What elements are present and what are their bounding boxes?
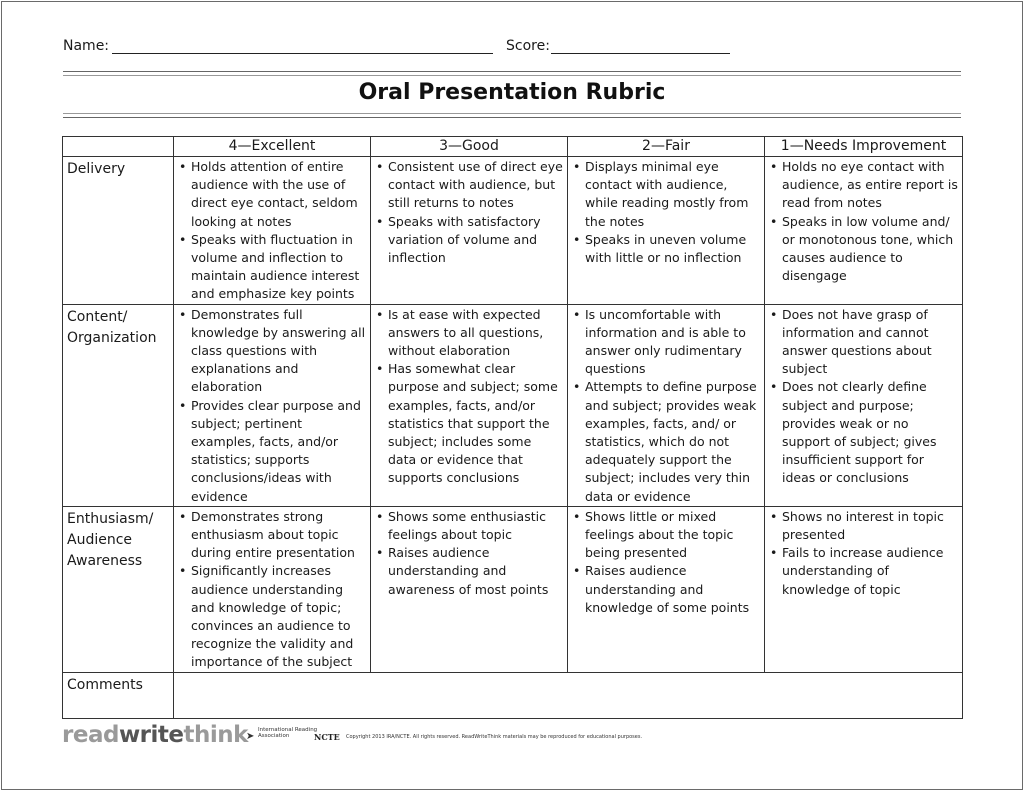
criteria-cell bbox=[765, 506, 963, 672]
criteria-item bbox=[769, 378, 958, 487]
score-field-line[interactable] bbox=[551, 53, 730, 54]
criteria-item bbox=[178, 158, 366, 231]
criteria-cell bbox=[371, 157, 568, 305]
criteria-text: Does not clearly define subject and purpose; provides weak or no support of subject; gives insufficient support for ideas or conclusions bbox=[782, 379, 937, 486]
criteria-item bbox=[769, 158, 958, 213]
criteria-text: Speaks in uneven volume with little or no inflection bbox=[585, 231, 747, 266]
page-title: Oral Presentation Rubric bbox=[358, 80, 666, 105]
footer bbox=[62, 722, 962, 750]
readwritethink-logo: readwritethink bbox=[62, 722, 248, 748]
criteria-text: Provides clear purpose and subject; pertinent examples, facts, and/or statistics; supports conclusions/ideas with evidence bbox=[191, 397, 361, 504]
criteria-text: Demonstrates full knowledge by answering all class questions with explanations and elaboration bbox=[191, 306, 366, 395]
criteria-text: Consistent use of direct eye contact with audience, but still returns to notes bbox=[388, 159, 563, 211]
column-header: 4—Excellent bbox=[174, 137, 371, 157]
criteria-cell bbox=[765, 157, 963, 305]
criteria-text: Does not have grasp of information and cannot answer questions about subject bbox=[782, 306, 932, 377]
criteria-item bbox=[769, 508, 958, 544]
name-field-line[interactable] bbox=[112, 53, 493, 54]
bullet-icon: • bbox=[770, 213, 778, 229]
criteria-list bbox=[572, 508, 760, 617]
rubric-header-row bbox=[63, 137, 963, 157]
criteria-item bbox=[572, 378, 760, 505]
bullet-icon: • bbox=[376, 508, 384, 524]
criteria-text: Speaks in low volume and/ or monotonous tone, which causes audience to disengage bbox=[782, 213, 954, 284]
bullet-icon: • bbox=[179, 563, 187, 579]
row-label: Enthusiasm/ Audience Awareness bbox=[63, 506, 174, 672]
bullet-icon: • bbox=[179, 397, 187, 413]
column-header: 1—Needs Improvement bbox=[765, 137, 963, 157]
criteria-item bbox=[375, 360, 563, 487]
bullet-icon: • bbox=[376, 213, 384, 229]
criteria-item bbox=[178, 508, 366, 563]
criteria-cell bbox=[568, 157, 765, 305]
row-label: Content/ Organization bbox=[63, 304, 174, 506]
criteria-list bbox=[572, 306, 760, 506]
criteria-item bbox=[178, 231, 366, 304]
bullet-icon: • bbox=[770, 545, 778, 561]
bullet-icon: • bbox=[573, 379, 581, 395]
rubric-row-delivery bbox=[63, 157, 963, 305]
criteria-item bbox=[572, 231, 760, 267]
criteria-item bbox=[375, 306, 563, 361]
criteria-cell bbox=[765, 304, 963, 506]
criteria-text: Raises audience understanding and knowledge of some points bbox=[585, 563, 750, 615]
rubric-row-enthusiasm bbox=[63, 506, 963, 672]
score-label: Score: bbox=[506, 38, 550, 54]
criteria-text: Shows little or mixed feelings about the topic being presented bbox=[585, 508, 734, 561]
criteria-text: Attempts to define purpose and subject; provides weak examples, facts, and/ or statistics, which do not adequately support the subject; includes very thin data or evidence bbox=[585, 379, 757, 504]
criteria-cell bbox=[568, 506, 765, 672]
criteria-item bbox=[769, 213, 958, 286]
bullet-icon: • bbox=[573, 508, 581, 524]
rubric-row-content bbox=[63, 304, 963, 506]
criteria-list bbox=[769, 306, 958, 488]
criteria-text: Is uncomfortable with information and is able to answer only rudimentary questions bbox=[585, 306, 746, 377]
criteria-cell bbox=[568, 304, 765, 506]
rubric-row-comments bbox=[63, 672, 963, 718]
title-rule-top bbox=[63, 71, 961, 72]
criteria-text: Holds attention of entire audience with the use of direct eye contact, seldom looking at notes bbox=[191, 159, 358, 229]
criteria-list bbox=[375, 158, 563, 267]
title-rule-top-inner bbox=[63, 75, 961, 76]
criteria-cell bbox=[371, 304, 568, 506]
row-label: Delivery bbox=[63, 157, 174, 305]
criteria-cell bbox=[174, 506, 371, 672]
bullet-icon: • bbox=[770, 508, 778, 524]
criteria-text: Fails to increase audience understanding of knowledge of topic bbox=[782, 545, 944, 597]
bullet-icon: • bbox=[179, 231, 187, 247]
criteria-list bbox=[572, 158, 760, 267]
criteria-text: Significantly increases audience understanding and knowledge of topic; convinces an audience to recognize the validity and importance of the subject bbox=[191, 563, 354, 670]
criteria-list bbox=[375, 508, 563, 599]
bullet-icon: • bbox=[573, 159, 581, 174]
criteria-cell bbox=[174, 157, 371, 305]
criteria-text: Is at ease with expected answers to all questions, without elaboration bbox=[388, 306, 544, 359]
bullet-icon: • bbox=[573, 231, 581, 247]
ncte-logo: NCTE bbox=[314, 732, 340, 742]
criteria-item bbox=[178, 562, 366, 671]
copyright-text: Copyright 2013 IRA/NCTE. All rights reserved. ReadWriteThink materials may be reproduced for educational purposes. bbox=[346, 734, 643, 740]
criteria-list bbox=[375, 306, 563, 488]
bullet-icon: • bbox=[179, 306, 187, 322]
criteria-cell bbox=[371, 506, 568, 672]
bullet-icon: • bbox=[376, 159, 384, 174]
comments-field[interactable] bbox=[174, 672, 963, 718]
criteria-text: Raises audience understanding and awareness of most points bbox=[388, 545, 549, 597]
criteria-list bbox=[178, 306, 366, 506]
bullet-icon: • bbox=[179, 159, 187, 174]
criteria-text: Speaks with fluctuation in volume and inflection to maintain audience interest and emphasize key points bbox=[191, 231, 360, 302]
bullet-icon: • bbox=[179, 508, 187, 524]
criteria-list bbox=[178, 158, 366, 304]
criteria-item bbox=[572, 306, 760, 379]
criteria-text: Has somewhat clear purpose and subject; some examples, facts, and/or statistics that support the subject; includes some data or evidence that supports conclusions bbox=[388, 361, 558, 486]
bullet-icon: • bbox=[376, 545, 384, 561]
criteria-text: Shows no interest in topic presented bbox=[782, 508, 944, 543]
criteria-item bbox=[178, 397, 366, 506]
rubric-table bbox=[62, 136, 963, 719]
title-rule-bottom-inner bbox=[63, 113, 961, 114]
column-header: 2—Fair bbox=[568, 137, 765, 157]
criteria-list bbox=[769, 158, 958, 285]
criteria-text: Holds no eye contact with audience, as entire report is read from notes bbox=[782, 159, 958, 211]
criteria-item bbox=[375, 508, 563, 544]
criteria-text: Displays minimal eye contact with audience, while reading mostly from the notes bbox=[585, 159, 749, 229]
bullet-icon: • bbox=[573, 563, 581, 579]
criteria-item bbox=[572, 158, 760, 231]
criteria-cell bbox=[174, 304, 371, 506]
bullet-icon: • bbox=[376, 306, 384, 322]
criteria-item bbox=[375, 544, 563, 599]
criteria-text: Speaks with satisfactory variation of volume and inflection bbox=[388, 213, 541, 266]
title-rule-bottom bbox=[63, 117, 961, 118]
criteria-text: Demonstrates strong enthusiasm about topic during entire presentation bbox=[191, 508, 355, 561]
criteria-item bbox=[375, 213, 563, 268]
bullet-icon: • bbox=[770, 306, 778, 322]
bullet-icon: • bbox=[770, 159, 778, 174]
criteria-item bbox=[178, 306, 366, 397]
bullet-icon: • bbox=[376, 361, 384, 377]
row-label: Comments bbox=[63, 672, 174, 718]
criteria-item bbox=[769, 306, 958, 379]
name-label: Name: bbox=[63, 38, 110, 54]
bullet-icon: • bbox=[573, 306, 581, 322]
ira-logo-icon: ➤ bbox=[246, 731, 255, 742]
column-header: 3—Good bbox=[371, 137, 568, 157]
criteria-item bbox=[375, 158, 563, 213]
criteria-item bbox=[572, 508, 760, 563]
ira-logo-text: International Reading Association bbox=[258, 727, 318, 739]
criteria-text: Shows some enthusiastic feelings about topic bbox=[388, 508, 546, 543]
criteria-list bbox=[178, 508, 366, 672]
criteria-item bbox=[572, 562, 760, 617]
rubric-corner-cell bbox=[63, 137, 174, 157]
criteria-list bbox=[769, 508, 958, 599]
bullet-icon: • bbox=[770, 379, 778, 395]
criteria-item bbox=[769, 544, 958, 599]
